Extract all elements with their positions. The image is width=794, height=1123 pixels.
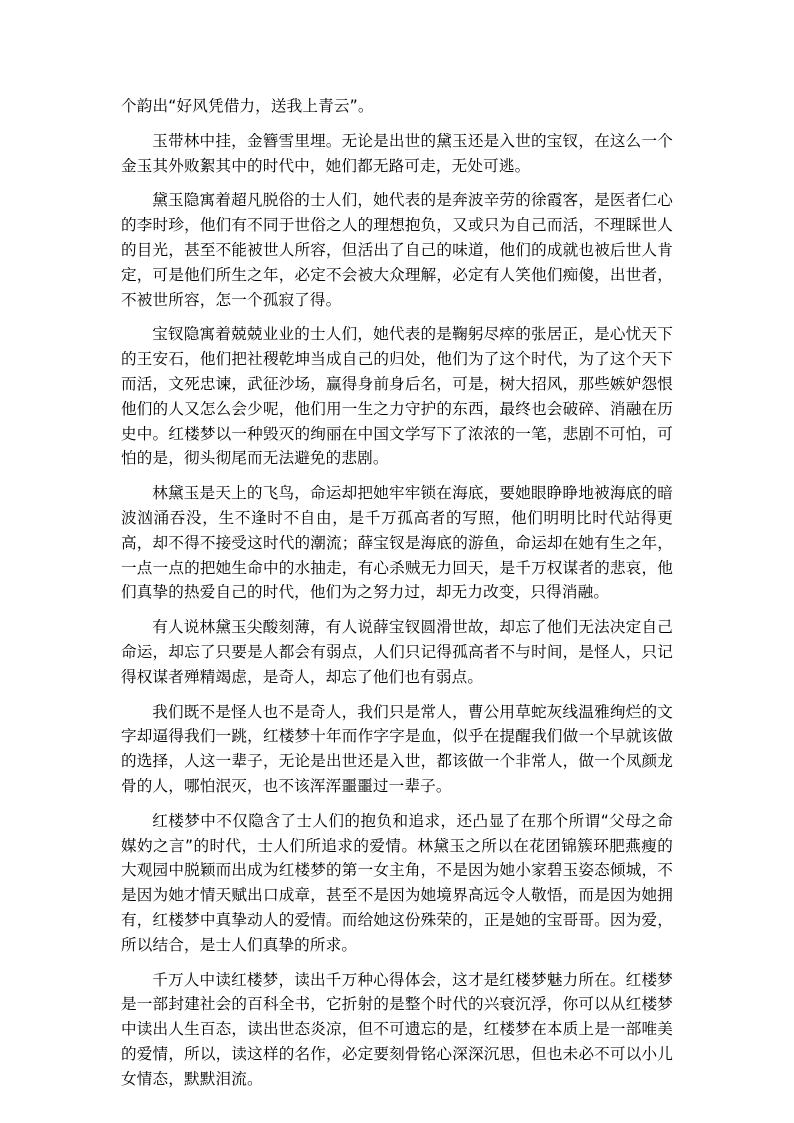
paragraph: 有人说林黛玉尖酸刻薄，有人说薛宝钗圆滑世故，却忘了他们无法决定自己命运，却忘了只要是人都会有弱点，人们只记得孤高者不与时间，是怪人，只记得权谋者殚精竭虑，是奇人，却忘了他们也有弱点。: [121, 618, 673, 686]
paragraph-continuation: 个韵出“好风凭借力，送我上青云”。: [121, 97, 374, 115]
paragraph: 玉带林中挂，金簪雪里埋。无论是出世的黛玉还是入世的宝钗，在这么一个金玉其外败絮其中的时代中，她们都无路可走，无处可逃。: [121, 131, 673, 175]
paragraph: 红楼梦中不仅隐含了士人们的抱负和追求，还凸显了在那个所谓“父母之命媒妁之言”的时代，士人们所追求的爱情。林黛玉之所以在花团锦簇环肥燕瘦的大观园中脱颖而出成为红楼梦的第一女主角，不是因为她小家碧玉姿态倾城，不是因为她才情天赋出口成章，甚至不是因为她境界高远令人敬悟，而是因为她拥有，红楼梦中真挚动人的爱情。而给她这份殊荣的，正是她的宝哥哥。因为爱，所以结合，是士人们真挚的所求。: [121, 811, 673, 954]
paragraph: 我们既不是怪人也不是奇人，我们只是常人，曹公用草蛇灰线温雅绚烂的文字却逼得我们一跳，红楼梦十年而作字字是血，似乎在提醒我们做一个早就该做的选择，人这一辈子，无论是出世还是入世，都该做一个非常人，做一个凤颜龙骨的人，哪怕泯灭，也不该浑浑噩噩过一辈子。: [121, 702, 673, 795]
paragraph: 千万人中读红楼梦，读出千万种心得体会，这才是红楼梦魅力所在。红楼梦是一部封建社会的百科全书，它折射的是整个时代的兴衰沉浮，你可以从红楼梦中读出人生百态，读出世态炎凉，但不可遗忘的是，红楼梦在本质上是一部唯美的爱情，所以，读这样的名作，必定要刻骨铭心深深沉思，但也未必不可以小儿女情态，默默泪流。: [121, 970, 673, 1088]
paragraph: 黛玉隐寓着超凡脱俗的士人们，她代表的是奔波辛劳的徐霞客，是医者仁心的李时珍，他们有不同于世俗之人的理想抱负，又或只为自己而活，不理睬世人的目光，甚至不能被世人所容，但活出了自己的味道，他们的成就也被后世人肯定，可是他们所生之年，必定不会被大众理解，必定有人笑他们痴傻，出世者，不被世所容，怎一个孤寂了得。: [121, 191, 673, 309]
paragraph: 宝钗隐寓着兢兢业业的士人们，她代表的是鞠躬尽瘁的张居正，是心忧天下的王安石，他们把社稷乾坤当成自己的归处，他们为了这个时代，为了这个天下而活，文死忠谏，武征沙场，赢得身前身后名，可是，树大招风，那些嫉妒怨恨他们的人又怎么会少呢，他们用一生之力守护的东西，最终也会破碎、消融在历史中。红楼梦以一种毁灭的绚丽在中国文学写下了浓浓的一笔，悲剧不可怕，可怕的是，彻头彻尾而无法避免的悲剧。: [121, 325, 673, 468]
body-text: [121, 94, 673, 1101]
paragraph: 林黛玉是天上的飞鸟，命运却把她牢牢锁在海底，要她眼睁睁地被海底的暗波汹涌吞没，生不逢时不自由，是千万孤高者的写照，他们明明比时代站得更高，却不得不接受这时代的潮流；薛宝钗是海底的游鱼，命运却在她有生之年，一点一点的把她生命中的水抽走，有心杀贼无力回天，是千万权谋者的悲哀，他们真挚的热爱自己的时代，他们为之努力过，却无力改变，只得消融。: [121, 484, 673, 602]
